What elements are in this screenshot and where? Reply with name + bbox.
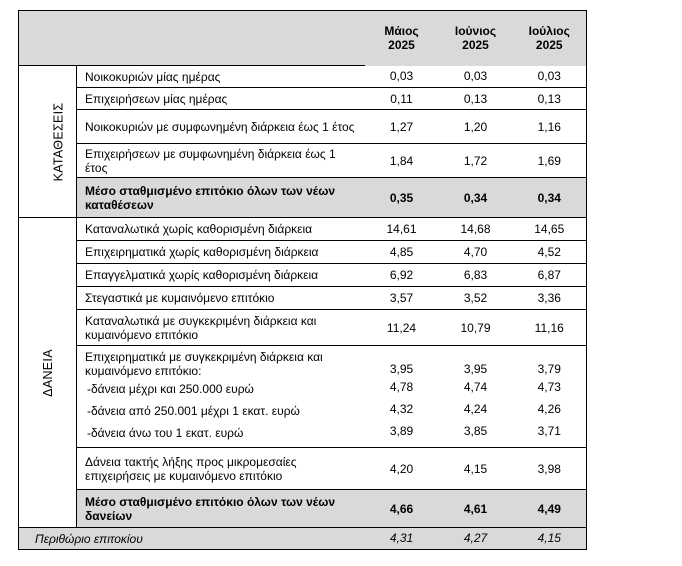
header-row [19, 11, 587, 66]
section-label-deposits: ΚΑΤΑΘΕΣΕΙΣ [19, 66, 77, 218]
row-label [77, 346, 365, 448]
row-label: Μέσο σταθμισμένο επιτόκιο όλων των νέων δανείων [77, 490, 365, 528]
cell-july: 4,15 [513, 528, 587, 550]
cell-july: 3,79 4,73 4,26 3,71 [513, 346, 587, 448]
table-row [19, 264, 587, 287]
section-label-loans: ΔΑΝΕΙΑ [19, 218, 77, 528]
cell-may: 14,61 [365, 218, 439, 241]
margin-row [19, 528, 587, 550]
table-row [19, 241, 587, 264]
row-label: Επιχειρήσεων μίας ημέρας [77, 88, 365, 110]
cell-may: 4,66 [365, 490, 439, 528]
header-blank-cell [19, 11, 365, 66]
row-label: Επαγγελματικά χωρίς καθορισμένη διάρκεια [77, 264, 365, 287]
table-row [19, 218, 587, 241]
cell-june: 1,20 [439, 110, 513, 144]
cell-may: 1,27 [365, 110, 439, 144]
table-row [19, 310, 587, 346]
cell-may: 0,11 [365, 88, 439, 110]
cell-june: 0,34 [439, 178, 513, 218]
row-label: Νοικοκυριών με συμφωνημένη διάρκεια έως 1 έτος [77, 110, 365, 144]
cell-may: 4,31 [365, 528, 439, 550]
cell-july: 4,49 [513, 490, 587, 528]
cell-may: 4,85 [365, 241, 439, 264]
cell-july: 0,13 [513, 88, 587, 110]
subrow-label: -δάνεια άνω του 1 εκατ. ευρώ [87, 426, 244, 440]
cell-july: 11,16 [513, 310, 587, 346]
row-label: Δάνεια τακτής λήξης προς μικρομεσαίες επιχειρήσεις με κυμαινόμενο επιτόκιο [77, 448, 365, 490]
cell-june: 4,70 [439, 241, 513, 264]
table-row [19, 287, 587, 310]
row-label: Νοικοκυριών μίας ημέρας [77, 66, 365, 88]
cell-june: 0,03 [439, 66, 513, 88]
group-label: Επιχειρηματικά με συγκεκριμένη διάρκεια και κυμαινόμενο επιτόκιο: [85, 350, 323, 378]
cell-may: 0,35 [365, 178, 439, 218]
deposits-average-row [19, 178, 587, 218]
table-row [19, 66, 587, 88]
cell-july: 1,69 [513, 144, 587, 178]
table-row [19, 88, 587, 110]
loans-average-row [19, 490, 587, 528]
cell-may: 4,20 [365, 448, 439, 490]
row-label: Καταναλωτικά με συγκεκριμένη διάρκεια και κυμαινόμενο επιτόκιο [77, 310, 365, 346]
cell-june: 14,68 [439, 218, 513, 241]
row-label: Επιχειρήσεων με συμφωνημένη διάρκεια έως 1 έτος [77, 144, 365, 178]
row-label: Περιθώριο επιτοκίου [19, 528, 365, 550]
cell-july: 6,87 [513, 264, 587, 287]
column-header-may: Μάιος 2025 [365, 11, 439, 66]
cell-july: 3,98 [513, 448, 587, 490]
cell-june: 1,72 [439, 144, 513, 178]
cell-may: 0,03 [365, 66, 439, 88]
cell-june: 4,61 [439, 490, 513, 528]
cell-may: 1,84 [365, 144, 439, 178]
cell-june: 3,52 [439, 287, 513, 310]
cell-may: 6,92 [365, 264, 439, 287]
cell-july: 14,65 [513, 218, 587, 241]
table-row [19, 448, 587, 490]
table-row [19, 110, 587, 144]
cell-july: 4,52 [513, 241, 587, 264]
interest-rates-table [18, 10, 587, 550]
business-loans-group-row [19, 346, 587, 448]
cell-july: 0,03 [513, 66, 587, 88]
cell-may: 3,95 4,78 4,32 3,89 [365, 346, 439, 448]
cell-may: 3,57 [365, 287, 439, 310]
column-header-july: Ιούλιος 2025 [513, 11, 587, 66]
cell-june: 3,95 4,74 4,24 3,85 [439, 346, 513, 448]
table-row [19, 144, 587, 178]
column-header-june: Ιούνιος 2025 [439, 11, 513, 66]
row-label: Καταναλωτικά χωρίς καθορισμένη διάρκεια [77, 218, 365, 241]
cell-july: 1,16 [513, 110, 587, 144]
row-label: Μέσο σταθμισμένο επιτόκιο όλων των νέων καταθέσεων [77, 178, 365, 218]
cell-july: 3,36 [513, 287, 587, 310]
cell-june: 4,15 [439, 448, 513, 490]
cell-june: 0,13 [439, 88, 513, 110]
cell-june: 4,27 [439, 528, 513, 550]
row-label: Επιχειρηματικά χωρίς καθορισμένη διάρκεια [77, 241, 365, 264]
cell-may: 11,24 [365, 310, 439, 346]
cell-june: 10,79 [439, 310, 513, 346]
row-label: Στεγαστικά με κυμαινόμενο επιτόκιο [77, 287, 365, 310]
cell-june: 6,83 [439, 264, 513, 287]
subrow-label: -δάνεια μέχρι και 250.000 ευρώ [87, 382, 254, 396]
subrow-label: -δάνεια από 250.001 μέχρι 1 εκατ. ευρώ [87, 404, 300, 418]
cell-july: 0,34 [513, 178, 587, 218]
